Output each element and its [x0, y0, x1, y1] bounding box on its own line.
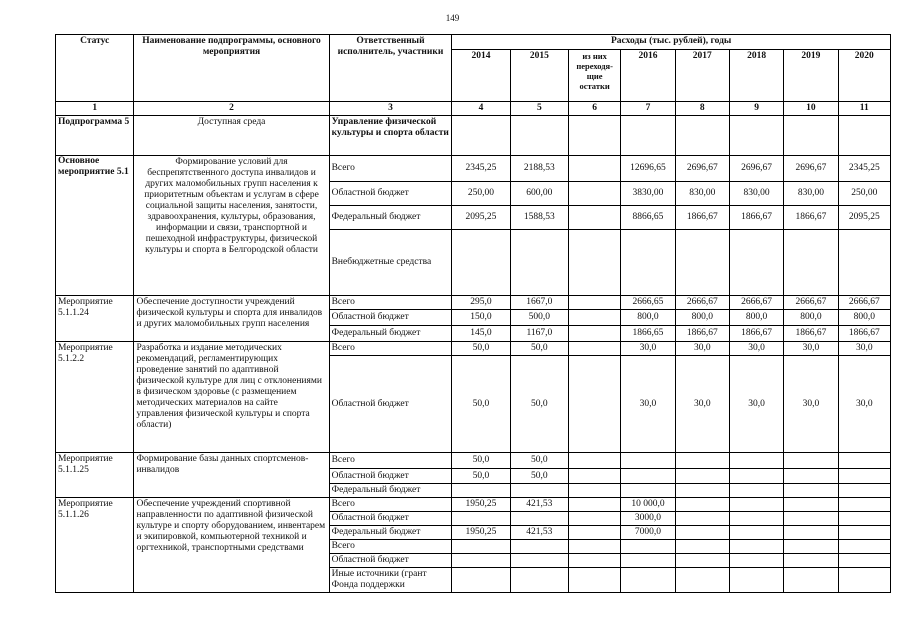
cell-value: 3830,00: [621, 182, 675, 206]
cell-value: 50,0: [510, 356, 568, 453]
table-row: [56, 498, 891, 512]
row-label: Всего: [329, 453, 452, 469]
row-label: Федеральный бюджет: [329, 206, 452, 230]
col-num: 6: [569, 102, 621, 116]
year-2019: 2019: [784, 50, 838, 102]
header-name: Наименование подпрограммы, основного мероприятия: [134, 35, 329, 102]
row-label: Областной бюджет: [329, 182, 452, 206]
cell-value: 1950,25: [452, 526, 510, 540]
cell-value: [569, 356, 621, 453]
cell-value: 10 000,0: [621, 498, 675, 512]
col-num: 10: [784, 102, 838, 116]
activity-status: Мероприятие 5.1.1.26: [56, 498, 134, 593]
cell-value: [569, 182, 621, 206]
cell-value: 8866,65: [621, 206, 675, 230]
carryover-header: из них переходя-щие остатки: [569, 50, 621, 102]
cell-value: 1866,67: [784, 206, 838, 230]
cell-value: 2666,67: [729, 296, 783, 310]
row-label: Всего: [329, 342, 452, 356]
row-label: Иные источники (грант Фонда поддержки: [329, 568, 452, 593]
cell-value: 2696,67: [729, 156, 783, 182]
header-executor: Ответственный исполнитель, участники: [329, 35, 452, 102]
cell-value: 30,0: [838, 342, 890, 356]
cell-value: 2345,25: [838, 156, 890, 182]
cell-value: 800,0: [784, 310, 838, 326]
cell-value: 30,0: [784, 342, 838, 356]
main-activity-name: Формирование условий для беспрепятственного доступа инвалидов и других маломобильных групп населения к приоритетным объектам и услугам в сфере социальной защиты населения, занятости, здравоохранения, культуры, образования, информации и связи, транспортной и пешеходной инфраструктуры, физической культуры и спорта в Белгородской области: [134, 156, 329, 296]
cell-value: 600,00: [510, 182, 568, 206]
cell-value: [569, 310, 621, 326]
col-num: 8: [675, 102, 729, 116]
cell-value: 50,0: [510, 469, 568, 484]
row-label: Областной бюджет: [329, 356, 452, 453]
col-num: 11: [838, 102, 890, 116]
cell-value: 2696,67: [784, 156, 838, 182]
budget-table: [55, 34, 891, 593]
year-2017: 2017: [675, 50, 729, 102]
cell-value: 12696,65: [621, 156, 675, 182]
activity-name: Обеспечение доступности учреждений физической культуры и спорта для инвалидов и других маломобильных групп населения: [134, 296, 329, 342]
cell-value: 1866,67: [838, 326, 890, 342]
cell-value: 2666,67: [784, 296, 838, 310]
table-row: [56, 116, 891, 156]
cell-value: 250,00: [838, 182, 890, 206]
activity-status: Мероприятие 5.1.1.25: [56, 453, 134, 498]
cell-value: 2188,53: [510, 156, 568, 182]
cell-value: 150,0: [452, 310, 510, 326]
cell-value: 250,00: [452, 182, 510, 206]
activity-name: Формирование базы данных спортсменов-инвалидов: [134, 453, 329, 498]
cell-value: 2696,67: [675, 156, 729, 182]
cell-value: 50,0: [510, 453, 568, 469]
cell-value: 800,0: [838, 310, 890, 326]
cell-value: 7000,0: [621, 526, 675, 540]
year-2016: 2016: [621, 50, 675, 102]
col-num: 3: [329, 102, 452, 116]
cell-value: 1950,25: [452, 498, 510, 512]
cell-value: 30,0: [675, 356, 729, 453]
table-row: [56, 156, 891, 182]
cell-value: 1866,67: [675, 326, 729, 342]
cell-value: 30,0: [784, 356, 838, 453]
row-label: Федеральный бюджет: [329, 484, 452, 498]
cell-value: 2666,65: [621, 296, 675, 310]
year-2020: 2020: [838, 50, 890, 102]
cell-value: 1866,67: [784, 326, 838, 342]
cell-value: 50,0: [452, 453, 510, 469]
cell-value: 800,0: [729, 310, 783, 326]
cell-value: 1866,67: [729, 206, 783, 230]
col-num: 5: [510, 102, 568, 116]
cell-value: 1866,67: [675, 206, 729, 230]
row-label: Областной бюджет: [329, 310, 452, 326]
col-num: 2: [134, 102, 329, 116]
col-num: 1: [56, 102, 134, 116]
cell-value: 421,53: [510, 526, 568, 540]
cell-value: [569, 156, 621, 182]
cell-value: 500,0: [510, 310, 568, 326]
cell-value: 2095,25: [452, 206, 510, 230]
row-label: Федеральный бюджет: [329, 526, 452, 540]
cell-value: 30,0: [729, 342, 783, 356]
row-label: Областной бюджет: [329, 554, 452, 568]
cell-value: [569, 342, 621, 356]
cell-value: 800,0: [621, 310, 675, 326]
cell-value: 2095,25: [838, 206, 890, 230]
cell-value: 830,00: [784, 182, 838, 206]
row-label: Областной бюджет: [329, 469, 452, 484]
cell-value: 30,0: [621, 356, 675, 453]
cell-value: 1167,0: [510, 326, 568, 342]
cell-value: 50,0: [452, 469, 510, 484]
cell-value: 50,0: [452, 356, 510, 453]
row-label: Внебюджетные средства: [329, 230, 452, 296]
cell-value: 50,0: [510, 342, 568, 356]
cell-value: 145,0: [452, 326, 510, 342]
subprogram-executor: Управление физической культуры и спорта области: [329, 116, 452, 156]
column-number-row: [56, 102, 891, 116]
cell-value: 2666,67: [675, 296, 729, 310]
activity-name: Обеспечение учреждений спортивной направленности по адаптивной физической культуре и спорту оборудованием, инвентарем и экипировкой, компьютерной техникой и оргтехникой, транспортными средствами: [134, 498, 329, 593]
table-row: [56, 296, 891, 310]
cell-value: 2345,25: [452, 156, 510, 182]
col-num: 9: [729, 102, 783, 116]
row-label: Всего: [329, 156, 452, 182]
year-2014: 2014: [452, 50, 510, 102]
cell-value: 50,0: [452, 342, 510, 356]
activity-status: Мероприятие 5.1.2.2: [56, 342, 134, 453]
cell-value: 1667,0: [510, 296, 568, 310]
cell-value: [569, 326, 621, 342]
cell-value: 830,00: [729, 182, 783, 206]
cell-value: 1866,67: [729, 326, 783, 342]
cell-value: 421,53: [510, 498, 568, 512]
main-activity-status: Основное мероприятие 5.1: [56, 156, 134, 296]
year-2018: 2018: [729, 50, 783, 102]
cell-value: [569, 296, 621, 310]
cell-value: 830,00: [675, 182, 729, 206]
col-num: 7: [621, 102, 675, 116]
row-label: Всего: [329, 296, 452, 310]
header-expenses: Расходы (тыс. рублей), годы: [452, 35, 891, 50]
table-row: [56, 453, 891, 469]
row-label: Федеральный бюджет: [329, 326, 452, 342]
subprogram-status: Подпрограмма 5: [56, 116, 134, 156]
activity-name: Разработка и издание методических рекомендаций, регламентирующих проведение занятий по адаптивной физической культуре для лиц с отклонениями в физическом здоровье (с размещением методических материалов на сайте управления физической культуры и спорта области): [134, 342, 329, 453]
subprogram-name: Доступная среда: [134, 116, 329, 156]
cell-value: 30,0: [675, 342, 729, 356]
row-label: Областной бюджет: [329, 512, 452, 526]
cell-value: 30,0: [621, 342, 675, 356]
row-label: Всего: [329, 540, 452, 554]
header-status: Статус: [56, 35, 134, 102]
page-number: 149: [445, 13, 460, 23]
cell-value: 30,0: [729, 356, 783, 453]
cell-value: [569, 206, 621, 230]
table-row: [56, 342, 891, 356]
cell-value: 1866,65: [621, 326, 675, 342]
cell-value: 2666,67: [838, 296, 890, 310]
col-num: 4: [452, 102, 510, 116]
cell-value: 800,0: [675, 310, 729, 326]
activity-status: Мероприятие 5.1.1.24: [56, 296, 134, 342]
cell-value: 295,0: [452, 296, 510, 310]
row-label: Всего: [329, 498, 452, 512]
cell-value: 1588,53: [510, 206, 568, 230]
year-2015: 2015: [510, 50, 568, 102]
cell-value: 3000,0: [621, 512, 675, 526]
cell-value: 30,0: [838, 356, 890, 453]
